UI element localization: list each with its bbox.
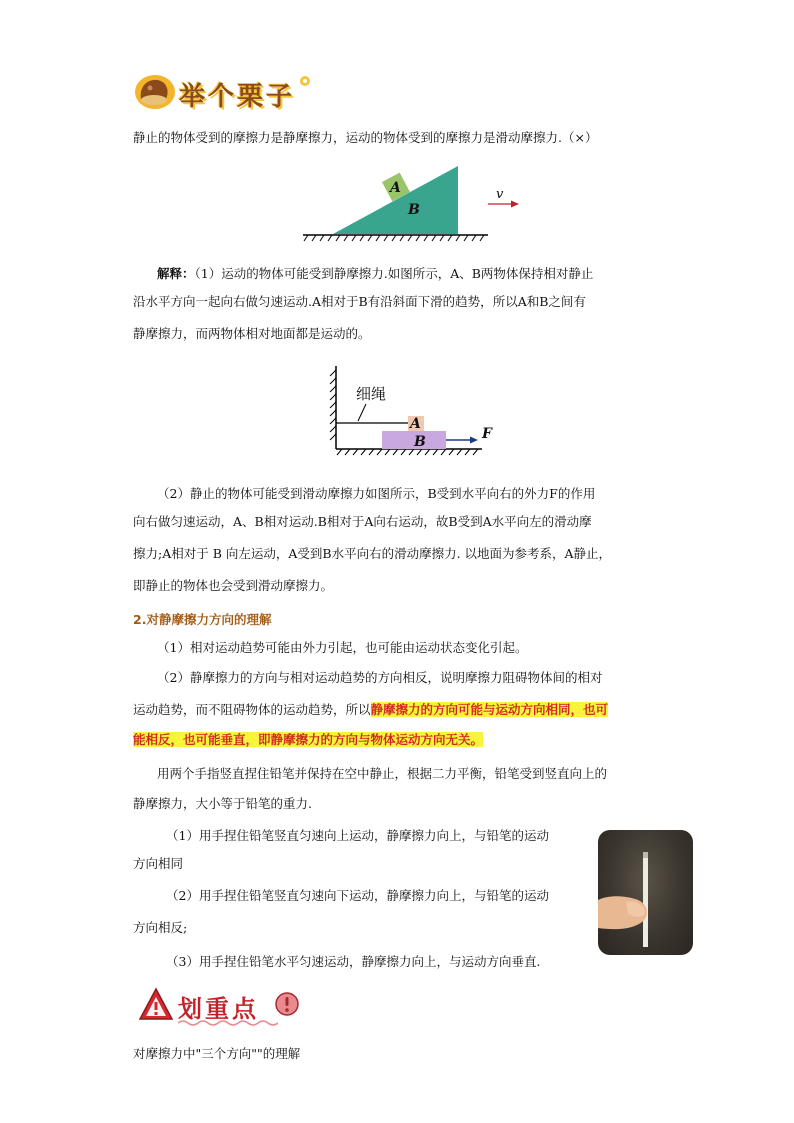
- footer-text: 对摩擦力中"三个方向""的理解: [133, 1046, 301, 1061]
- pencil-case1a: （1）用手捏住铅笔竖直匀速向上运动，静摩擦力向上，与铅笔的运动: [166, 828, 549, 843]
- pencil-photo: [598, 830, 693, 955]
- sparkle-icon: [298, 74, 312, 88]
- key-points-title: 划重点: [178, 995, 259, 1023]
- chestnut-icon: [133, 72, 179, 112]
- incline-figure: [303, 162, 523, 242]
- label-b: B: [414, 434, 426, 450]
- warning-icon: [138, 987, 174, 1021]
- section2-p2-line2: [133, 696, 663, 724]
- label-a: A: [410, 416, 421, 432]
- highlight-text: 静摩擦力的方向可能与运动方向相同，也可: [370, 702, 609, 717]
- pencil-case1b: 方向相同: [133, 856, 184, 871]
- example-statement: 静止的物体受到的摩擦力是静摩擦力，运动的物体受到的摩擦力是滑动摩擦力.（×）: [133, 130, 598, 145]
- explain1-line3: 静摩擦力，而两物体相对地面都是运动的。: [133, 326, 371, 341]
- label-b: B: [408, 202, 420, 218]
- section2-p2-line1: （2）静摩擦力的方向与相对运动趋势的方向相反，说明摩擦力阻碍物体间的相对: [157, 670, 603, 685]
- label-a: A: [390, 180, 401, 196]
- wavy-underline: [178, 1019, 278, 1027]
- explain1-line1: [157, 260, 687, 288]
- section2-p1: （1）相对运动趋势可能由外力引起，也可能由运动状态变化引起。: [157, 640, 528, 655]
- label-v: v: [496, 187, 504, 202]
- pencil-case2b: 方向相反;: [133, 920, 188, 935]
- explain1-text1: （1）运动的物体可能受到静摩擦力.如图所示，A、B两物体保持相对静止: [194, 266, 594, 281]
- pencil-line1: 用两个手指竖直捏住铅笔并保持在空中静止，根据二力平衡，铅笔受到竖直向上的: [157, 766, 608, 781]
- highlight-text: 能相反，也可能垂直，即静摩擦力的方向与物体运动方向无关。: [133, 732, 484, 747]
- explain2-line2: 向右做匀速运动，A、B相对运动.B相对于A向右运动，故B受到A水平向左的滑动摩: [133, 514, 592, 529]
- explain2-line4: 即静止的物体也会受到滑动摩擦力。: [133, 578, 334, 593]
- explain2-line3: 擦力;A相对于 B 向左运动，A受到B水平向右的滑动摩擦力. 以地面为参考系，A静止，: [133, 546, 612, 561]
- explain1-line2: 沿水平方向一起向右做匀速运动.A相对于B有沿斜面下滑的趋势，所以A和B之间有: [133, 294, 586, 309]
- exclamation-icon: [274, 991, 300, 1017]
- example-banner-title: 举个栗子: [179, 82, 296, 112]
- rope-figure: [320, 362, 510, 462]
- pencil-line2: 静摩擦力，大小等于铅笔的重力.: [133, 796, 312, 811]
- section2-p2-line3: [133, 726, 663, 754]
- rope-label: 细绳: [356, 385, 387, 403]
- key-points-banner: [138, 985, 308, 1025]
- explain-label: 解释：: [157, 266, 195, 281]
- pencil-case3: （3）用手捏住铅笔水平匀速运动，静摩擦力向上，与运动方向垂直.: [166, 954, 541, 969]
- explain2-line1: （2）静止的物体可能受到滑动摩擦力如图所示，B受到水平向右的外力F的作用: [157, 486, 596, 501]
- pencil-hand-drawing: [598, 830, 693, 955]
- label-f: F: [482, 426, 492, 442]
- section2-p2-line2-text: 运动趋势，而不阻碍物体的运动趋势，所以: [133, 702, 371, 717]
- example-banner: [133, 72, 313, 112]
- section-heading: 2.对静摩擦力方向的理解: [133, 612, 272, 627]
- pencil-case2a: （2）用手捏住铅笔竖直匀速向下运动，静摩擦力向上，与铅笔的运动: [166, 888, 549, 903]
